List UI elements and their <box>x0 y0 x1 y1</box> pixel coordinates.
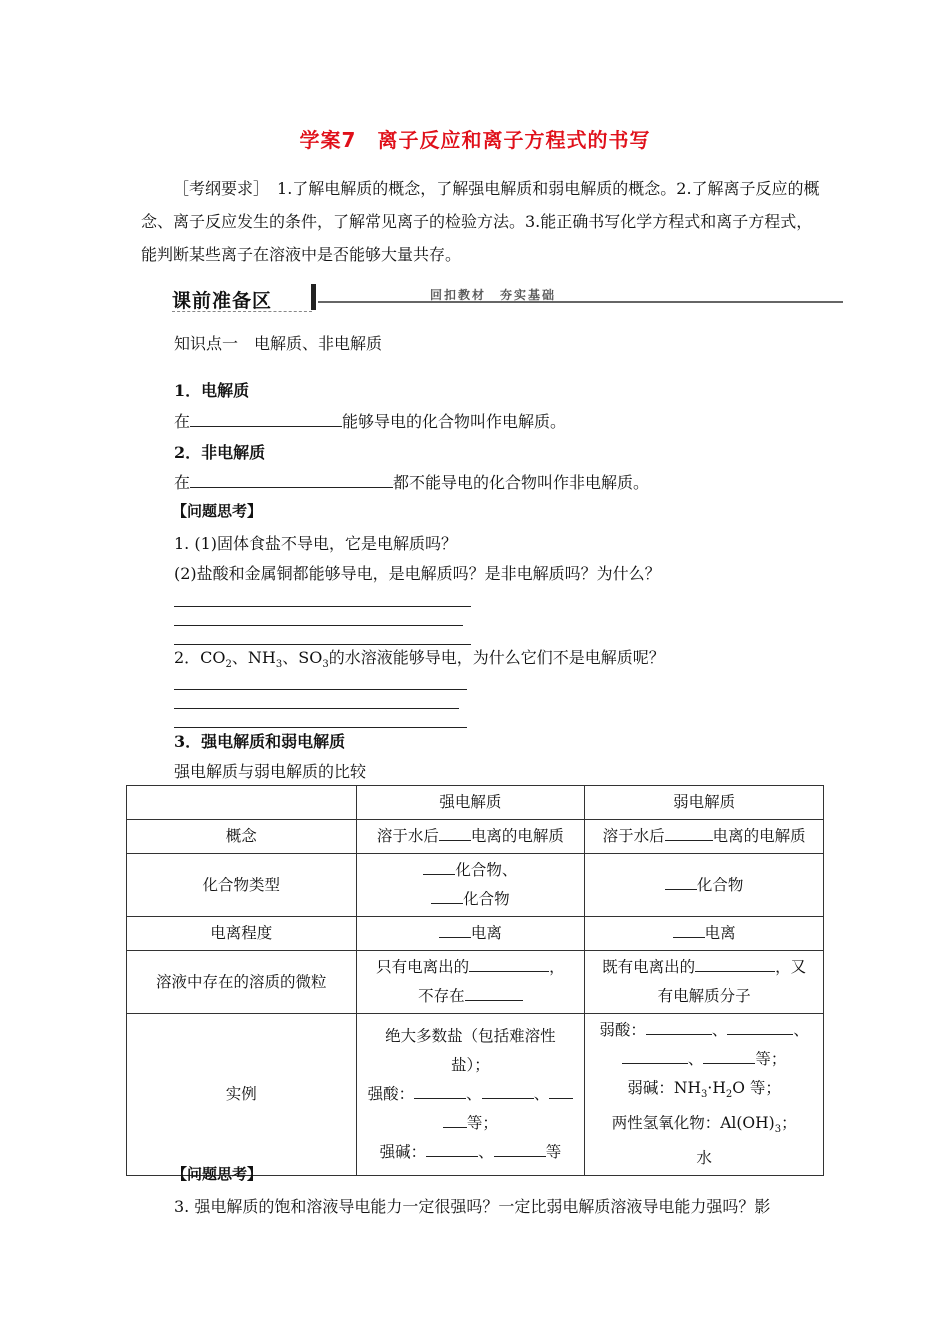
row-label-examples: 实例 <box>127 1014 357 1176</box>
section1-line: 在 能够导电的化合物叫作电解质。 <box>174 412 567 431</box>
fill-blank[interactable] <box>482 1083 534 1099</box>
header-strong: 强电解质 <box>356 786 585 820</box>
concept-weak: 溶于水后 电离的电解质 <box>585 820 824 854</box>
answer-line[interactable] <box>174 727 467 728</box>
fill-blank[interactable] <box>190 410 342 427</box>
syllabus-label: ［考纲要求］ <box>173 179 262 198</box>
comparison-table <box>126 785 824 1176</box>
answer-line[interactable] <box>174 606 471 607</box>
table-row <box>127 1014 824 1176</box>
examples-strong: 绝大多数盐（包括难溶性 盐）； 强酸： 、 、 等； 强碱： 、 等 <box>356 1014 585 1176</box>
row-label-particles: 溶液中存在的溶质的微粒 <box>127 951 357 1014</box>
fill-blank[interactable] <box>439 922 471 938</box>
section-banner-subtitle: 回扣教材 夯实基础 <box>430 288 557 302</box>
header-weak: 弱电解质 <box>585 786 824 820</box>
fill-blank[interactable] <box>469 956 549 972</box>
fill-blank[interactable] <box>665 825 713 841</box>
table-row <box>127 786 824 820</box>
section3-heading: 3．强电解质和弱电解质 <box>174 732 346 751</box>
row-label-type: 化合物类型 <box>127 854 357 917</box>
particles-strong: 只有电离出的 ， 不存在 <box>356 951 585 1014</box>
question-think-label: 【问题思考】 <box>172 502 263 520</box>
fill-blank[interactable] <box>426 1141 478 1157</box>
syllabus-text: 1.了解电解质的概念，了解强电解质和弱电解质的概念。2.了解离子反应的概念、离子反应发生的条件，了解常见离子的检验方法。3.能正确书写化学方程式和离子方程式，能判断某些离子在溶液中是否能够大量共存。 <box>141 179 820 264</box>
section2-heading: 2．非电解质 <box>174 443 266 462</box>
banner-bar <box>311 284 316 310</box>
table-row <box>127 854 824 917</box>
answer-line[interactable] <box>174 625 463 626</box>
fill-blank[interactable] <box>549 1083 573 1099</box>
page-title: 学案7 离子反应和离子方程式的书写 <box>299 128 651 152</box>
particles-weak: 既有电离出的 ，又 有电解质分子 <box>585 951 824 1014</box>
table-row <box>127 917 824 951</box>
degree-strong: 电离 <box>356 917 585 951</box>
knowledge-point-heading: 知识点一 电解质、非电解质 <box>174 334 383 353</box>
fill-blank[interactable] <box>727 1019 793 1035</box>
question-2: 2．$CO_2$、$NH_3$、$SO_3$的水溶液能够导电，为什么它们不是电解质呢？ <box>174 648 665 671</box>
fill-blank[interactable] <box>431 888 463 904</box>
section1-heading: 1．电解质 <box>174 381 250 400</box>
question-1-part1: 1. (1)固体食盐不导电，它是电解质吗？ <box>174 534 458 553</box>
syllabus-requirements <box>141 172 821 271</box>
type-weak: 化合物 <box>585 854 824 917</box>
type-strong: 化合物、 化合物 <box>356 854 585 917</box>
table-cell-empty <box>127 786 357 820</box>
degree-weak: 电离 <box>585 917 824 951</box>
row-label-degree: 电离程度 <box>127 917 357 951</box>
fill-blank[interactable] <box>695 956 775 972</box>
fill-blank[interactable] <box>465 985 523 1001</box>
table-row <box>127 951 824 1014</box>
table-caption: 强电解质与弱电解质的比较 <box>174 762 367 781</box>
question-3: 3. 强电解质的饱和溶液导电能力一定很强吗？一定比弱电解质溶液导电能力强吗？影 <box>174 1197 771 1216</box>
section-banner-title: 课前准备区 <box>172 290 273 312</box>
answer-line[interactable] <box>174 708 459 709</box>
table-row <box>127 820 824 854</box>
row-label-concept: 概念 <box>127 820 357 854</box>
fill-blank[interactable] <box>439 825 471 841</box>
section2-line: 在 都不能导电的化合物叫作非电解质。 <box>174 473 650 492</box>
fill-blank[interactable] <box>673 922 705 938</box>
answer-line[interactable] <box>174 689 467 690</box>
banner-line <box>318 301 843 303</box>
examples-weak: 弱酸： 、 、 、 等； 弱碱：$NH_3\cdot H_2O$ 等； 两性氢氧化物：$Al(OH)_3$； 水 <box>585 1014 824 1176</box>
concept-strong: 溶于水后 电离的电解质 <box>356 820 585 854</box>
fill-blank[interactable] <box>414 1083 466 1099</box>
fill-blank[interactable] <box>646 1019 712 1035</box>
fill-blank[interactable] <box>443 1112 467 1128</box>
fill-blank[interactable] <box>665 874 697 890</box>
fill-blank[interactable] <box>622 1048 688 1064</box>
fill-blank[interactable] <box>703 1048 755 1064</box>
fill-blank[interactable] <box>494 1141 546 1157</box>
fill-blank[interactable] <box>190 471 393 488</box>
fill-blank[interactable] <box>423 859 455 875</box>
question-1-part2: (2)盐酸和金属铜都能够导电，是电解质吗？是非电解质吗？为什么？ <box>174 564 661 583</box>
question-think-label-2: 【问题思考】 <box>172 1165 263 1183</box>
banner-dash-underline <box>172 311 312 312</box>
